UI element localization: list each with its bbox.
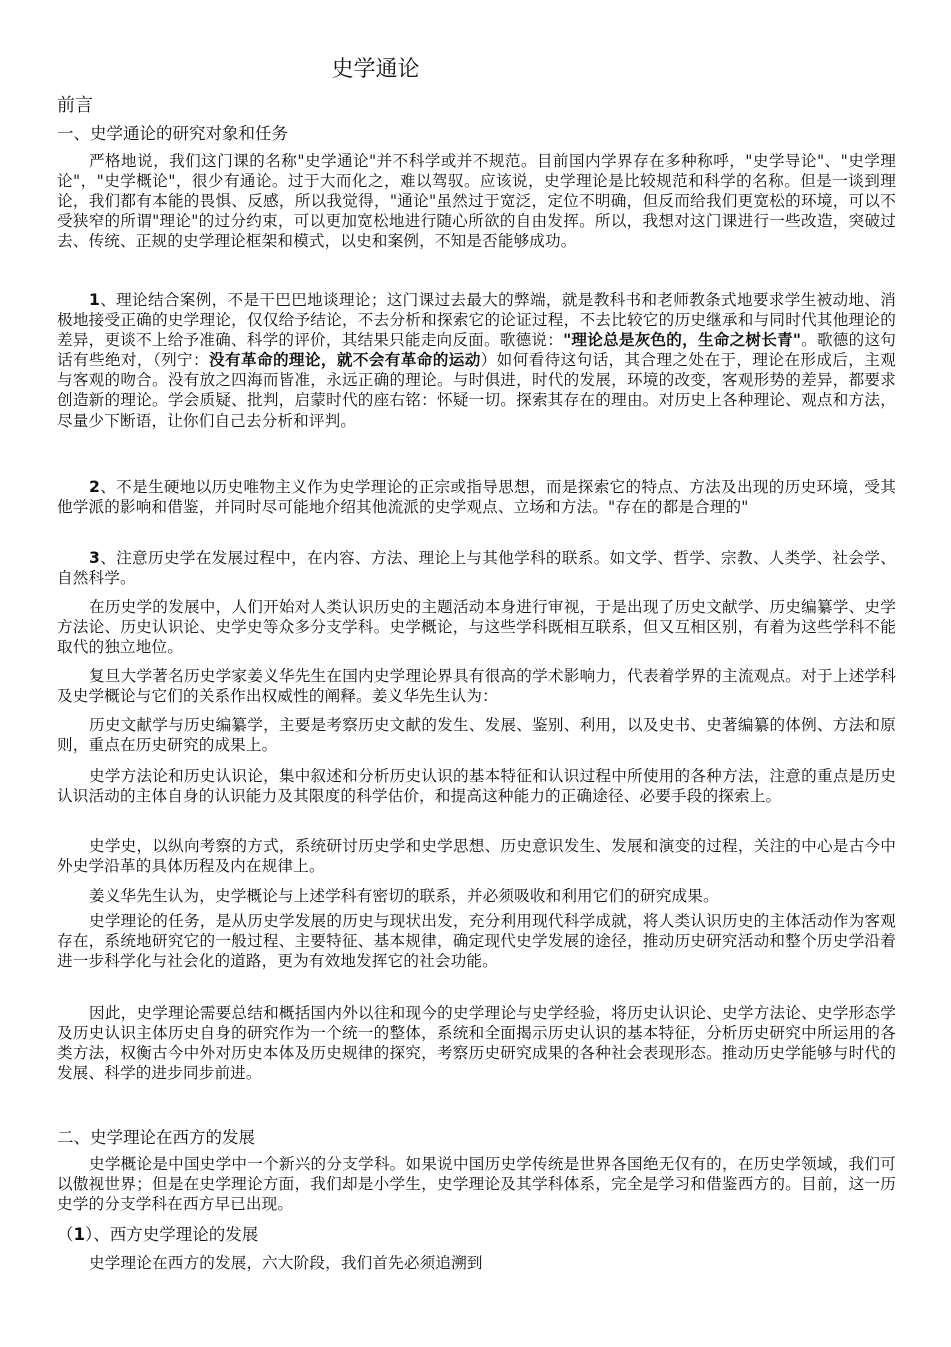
item-number-3: 3 (89, 549, 101, 567)
paragraph-2-text-b: 。歌德的这句话有些绝对，（列宁： (57, 331, 896, 370)
paragraph-5: 在历史学的发展中，人们开始对人类认识历史的主题活动本身进行审视，于是出现了历史文献学、历史编纂学、史学方法论、历史认识论、史学史等众多分支学科。史学概论，与这些学科既相互联系，但又互相区别，有着为这些学科不能取代的独立地位。 (57, 598, 896, 657)
preface-heading: 前言 (57, 95, 93, 116)
paragraph-2-text-c: ）如何看待这句话，其合理之处在于，理论在形成后，主观与客观的吻合。没有放之四海而皆准，永远正确的理论。与时俱进，时代的发展，环境的改变，客观形势的差异，都要求创造新的理论。学会质疑、批判，启蒙时代的座右铭：怀疑一切。探索其存在的理由。对历史上各种理论、观点和方法，尽量少下断语，让你们自己去分析和评判。 (57, 351, 896, 430)
item-number-2: 2 (89, 478, 101, 496)
subsection-open-paren: （ (57, 1225, 74, 1244)
paragraph-1: 严格地说，我们这门课的名称"史学通论"并不科学或并不规范。目前国内学界存在多种称呼，"史学导论"、"史学理论"，"史学概论"，很少有通论。过于大而化之，难以驾驭。应该说，史学理论是比较规范和科学的名称。但是一谈到理论，我们都有本能的畏惧、反感，所以我觉得，"通论"虽然过于宽泛，定位不明确，但反而给我们更宽松的环境，可以不受狭窄的所谓"理论"的过分约束，可以更加宽松地进行随心所欲的自由发挥。所以，我想对这门课进行一些改造，突破过去、传统、正规的史学理论框架和模式，以史和案例，不知是否能够成功。 (57, 152, 896, 251)
paragraph-13: 史学概论是中国史学中一个新兴的分支学科。如果说中国历史学传统是世界各国绝无仅有的，在历史学领域，我们可以傲视世界；但是在史学理论方面，我们却是小学生，史学理论及其学科体系，完全是学习和借鉴西方的。目前，这一历史学的分支学科在西方早已出现。 (57, 1155, 896, 1214)
subsection-1-heading (57, 1224, 897, 1245)
paragraph-8: 史学方法论和历史认识论，集中叙述和分析历史认识的基本特征和认识过程中所使用的各种方法，注意的重点是历史认识活动的主体自身的认识能力及其限度的科学估价，和提高这种能力的正确途径、必要手段的探索上。 (57, 767, 896, 806)
paragraph-7: 历史文献学与历史编纂学，主要是考察历史文献的发生、发展、鉴别、利用，以及史书、史著编纂的体例、方法和原则，重点在历史研究的成果上。 (57, 716, 896, 755)
paragraph-2 (57, 290, 896, 431)
goethe-quote: "理论总是灰色的，生命之树长青" (563, 331, 802, 350)
paragraph-10: 姜义华先生认为，史学概论与上述学科有密切的联系，并必须吸收和利用它们的研究成果。 (89, 887, 719, 905)
paragraph-4-text: 、注意历史学在发展过程中，在内容、方法、理论上与其他学科的联系。如文学、哲学、宗教、人类学、社会学、自然科学。 (57, 549, 896, 588)
paragraph-4 (57, 548, 896, 588)
section-1-heading: 一、史学通论的研究对象和任务 (57, 124, 288, 143)
paragraph-2-text-a: 、理论结合案例，不是干巴巴地谈理论；这门课过去最大的弊端，就是教科书和老师教条式地要求学生被动地、消极地接受正确的史学理论，仅仅给予结论，不去分析和探索它的论证过程，不去比较它的历史继承和与同时代其他理论的差异，更谈不上给予准确、科学的评价，其结果只能走向反面。歌德说： (57, 291, 896, 350)
paragraph-11: 史学理论的任务，是从历史学发展的历史与现状出发，充分利用现代科学成就，将人类认识历史的主体活动作为客观存在，系统地研究它的一般过程、主要特征、基本规律，确定现代史学发展的途径，推动历史研究活动和整个历史学沿着进一步科学化与社会化的道路，更为有效地发挥它的社会功能。 (57, 912, 896, 971)
paragraph-3-text: 、不是生硬地以历史唯物主义作为史学理论的正宗或指导思想，而是探索它的特点、方法及出现的历史环境，受其他学派的影响和借鉴，并同时尽可能地介绍其他流派的史学观点、立场和方法。"存在的都是合理的" (57, 478, 896, 517)
paragraph-12: 因此，史学理论需要总结和概括国内外以往和现今的史学理论与史学经验，将历史认识论、史学方法论、史学形态学及历史认识主体历史自身的研究作为一个统一的整体，系统和全面揭示历史认识的基本特征，分析历史研究中所运用的各类方法，权衡古今中外对历史本体及历史规律的探究，考察历史研究成果的各种社会表现形态。推动历史学能够与时代的发展、科学的进步同步前进。 (57, 1004, 896, 1083)
item-number-1: 1 (89, 291, 101, 309)
title-text: 史学通论 (331, 57, 420, 82)
document-title (0, 56, 951, 84)
paragraph-3 (57, 477, 896, 517)
lenin-quote: 没有革命的理论，就不会有革命的运动 (209, 351, 481, 370)
paragraph-9: 史学史，以纵向考察的方式，系统研讨历史学和史学思想、历史意识发生、发展和演变的过程，关注的中心是古今中外史学沿革的具体历程及内在规律上。 (57, 837, 896, 876)
subsection-title: ）、西方史学理论的发展 (84, 1225, 259, 1244)
section-2-heading: 二、史学理论在西方的发展 (57, 1128, 255, 1147)
paragraph-6: 复旦大学著名历史学家姜义华先生在国内史学理论界具有很高的学术影响力，代表着学界的主流观点。对于上述学科及史学概论与它们的关系作出权威性的阐释。姜义华先生认为： (57, 667, 896, 706)
paragraph-14: 史学理论在西方的发展，六大阶段，我们首先必须追溯到 (89, 1254, 483, 1272)
subsection-number: 1 (73, 1225, 85, 1244)
